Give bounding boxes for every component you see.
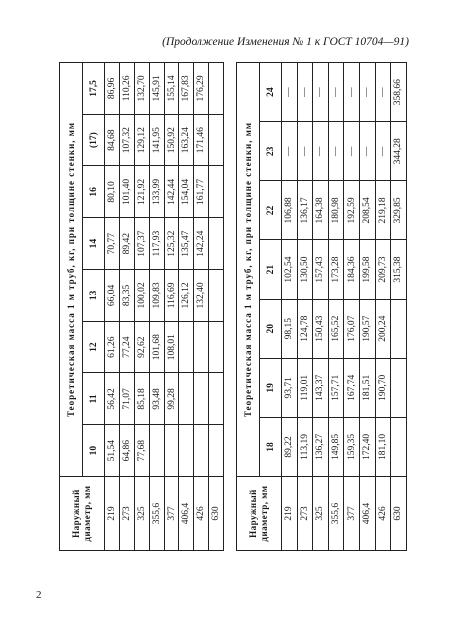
wall-thickness-header: 10: [83, 425, 105, 477]
mass-cell: 329,85: [391, 181, 407, 240]
mass-cell: 108,01: [164, 321, 179, 373]
mass-cell: [209, 114, 224, 166]
mass-cell: 171,46: [194, 114, 209, 166]
mass-cell: —: [297, 63, 313, 122]
wall-thickness-header: 21: [260, 240, 282, 299]
mass-cell: 121,92: [134, 166, 149, 218]
outer-diameter-cell: 630: [209, 477, 224, 551]
mass-cell: 86,96: [105, 62, 120, 114]
mass-cell: 135,47: [179, 218, 194, 270]
mass-cell: [209, 166, 224, 218]
mass-cell: [179, 425, 194, 477]
mass-cell: 124,78: [297, 299, 313, 358]
mass-cell: 164,38: [313, 181, 329, 240]
mass-cell: 61,26: [105, 321, 120, 373]
table-row: [344, 63, 360, 551]
mass-table-1-wrapper: [59, 63, 223, 551]
table-row: [164, 62, 179, 550]
mass-cell: 173,28: [328, 240, 344, 299]
mass-cell: 125,32: [164, 218, 179, 270]
mass-cell: 130,50: [297, 240, 313, 299]
outer-diameter-cell: 426: [375, 477, 391, 551]
mass-cell: 136,27: [313, 417, 329, 476]
wall-thickness-header: 17,5: [83, 62, 105, 114]
mass-cell: 107,32: [119, 114, 134, 166]
mass-cell: —: [282, 63, 298, 122]
mass-cell: 64,86: [119, 425, 134, 477]
outer-diameter-cell: 325: [134, 477, 149, 551]
mass-cell: 101,68: [149, 321, 164, 373]
table-row: [328, 63, 344, 551]
table-row: [105, 62, 120, 550]
wall-thickness-header: (17): [83, 114, 105, 166]
mass-cell: 126,12: [179, 270, 194, 322]
wall-thickness-header: 19: [260, 358, 282, 417]
mass-cell: —: [359, 122, 375, 181]
header-row: [237, 63, 260, 551]
mass-cell: 100,02: [134, 270, 149, 322]
wall-thickness-header: 20: [260, 299, 282, 358]
mass-cell: —: [328, 122, 344, 181]
mass-cell: 159,35: [344, 417, 360, 476]
outer-diameter-header: Наружный диаметр, мм: [237, 477, 282, 551]
table-row: [282, 63, 298, 551]
wall-thickness-header: 22: [260, 181, 282, 240]
mass-cell: [391, 358, 407, 417]
mass-cell: —: [282, 122, 298, 181]
mass-cell: 92,62: [134, 321, 149, 373]
outer-diameter-cell: 406,4: [179, 477, 194, 551]
mass-cell: 199,58: [359, 240, 375, 299]
mass-cell: 106,88: [282, 181, 298, 240]
mass-cell: 157,71: [328, 358, 344, 417]
mass-cell: [391, 417, 407, 476]
mass-cell: 117,93: [149, 218, 164, 270]
outer-diameter-cell: 406,4: [359, 477, 375, 551]
mass-cell: [209, 373, 224, 425]
outer-diameter-cell: 377: [164, 477, 179, 551]
mass-cell: 142,44: [164, 166, 179, 218]
mass-cell: —: [375, 122, 391, 181]
outer-diameter-cell: 426: [194, 477, 209, 551]
outer-diameter-header: Наружный диаметр, мм: [60, 477, 105, 551]
wall-thickness-header: 11: [83, 373, 105, 425]
mass-cell: 172,40: [359, 417, 375, 476]
mass-cell: —: [375, 63, 391, 122]
outer-diameter-cell: 630: [391, 477, 407, 551]
outer-diameter-cell: 219: [282, 477, 298, 551]
header-row: [60, 62, 83, 550]
mass-cell: 56,42: [105, 373, 120, 425]
mass-cell: 190,57: [359, 299, 375, 358]
mass-cell: 102,54: [282, 240, 298, 299]
wall-thickness-header: 16: [83, 166, 105, 218]
mass-cell: —: [344, 63, 360, 122]
outer-diameter-cell: 325: [313, 477, 329, 551]
mass-cell: 66,04: [105, 270, 120, 322]
mass-cell: 136,17: [297, 181, 313, 240]
mass-cell: 83,35: [119, 270, 134, 322]
mass-cell: 192,59: [344, 181, 360, 240]
table-row: [179, 62, 194, 550]
mass-cell: —: [359, 63, 375, 122]
outer-diameter-cell: 377: [344, 477, 360, 551]
mass-cell: [194, 373, 209, 425]
wall-thickness-header: 14: [83, 218, 105, 270]
mass-cell: 77,24: [119, 321, 134, 373]
mass-cell: 209,73: [375, 240, 391, 299]
mass-cell: [209, 270, 224, 322]
mass-cell: —: [344, 122, 360, 181]
mass-table-2-wrapper: [236, 63, 406, 551]
outer-diameter-cell: 219: [105, 477, 120, 551]
mass-cell: 109,83: [149, 270, 164, 322]
mass-cell: 176,07: [344, 299, 360, 358]
mass-cell: 141,95: [149, 114, 164, 166]
mass-cell: 132,70: [134, 62, 149, 114]
mass-cell: [164, 425, 179, 477]
wall-thickness-header: 12: [83, 321, 105, 373]
outer-diameter-cell: 355,6: [149, 477, 164, 551]
mass-cell: 154,04: [179, 166, 194, 218]
mass-cell: 98,15: [282, 299, 298, 358]
mass-cell: 181,51: [359, 358, 375, 417]
mass-cell: 116,69: [164, 270, 179, 322]
mass-cell: 85,18: [134, 373, 149, 425]
mass-cell: 184,36: [344, 240, 360, 299]
mass-cell: [179, 373, 194, 425]
mass-cell: 150,92: [164, 114, 179, 166]
mass-cell: 180,98: [328, 181, 344, 240]
mass-cell: 51,54: [105, 425, 120, 477]
mass-cell: 155,14: [164, 62, 179, 114]
table-row: [119, 62, 134, 550]
mass-cell: 70,77: [105, 218, 120, 270]
mass-cell: 145,91: [149, 62, 164, 114]
wall-thickness-header: 13: [83, 270, 105, 322]
table-row: [313, 63, 329, 551]
mass-cell: [179, 321, 194, 373]
theoretical-mass-header: Теоретическая масса 1 м труб, кг, при толщине стенки, мм: [60, 62, 83, 476]
mass-cell: 110,26: [119, 62, 134, 114]
mass-cell: 89,22: [282, 417, 298, 476]
mass-cell: 190,70: [375, 358, 391, 417]
mass-cell: [149, 425, 164, 477]
mass-cell: 167,74: [344, 358, 360, 417]
mass-cell: 93,71: [282, 358, 298, 417]
mass-table-2: [236, 62, 407, 551]
outer-diameter-cell: 273: [297, 477, 313, 551]
page-number: 2: [36, 589, 42, 601]
outer-diameter-cell: 355,6: [328, 477, 344, 551]
mass-cell: 200,24: [375, 299, 391, 358]
mass-cell: [194, 321, 209, 373]
mass-cell: [209, 218, 224, 270]
mass-cell: 99,28: [164, 373, 179, 425]
wall-thickness-header: 18: [260, 417, 282, 476]
table-row: [149, 62, 164, 550]
mass-cell: —: [297, 122, 313, 181]
mass-cell: 101,40: [119, 166, 134, 218]
mass-cell: [209, 321, 224, 373]
outer-diameter-cell: 273: [119, 477, 134, 551]
continuation-header: (Продолжение Изменения № 1 к ГОСТ 10704—91): [162, 36, 409, 48]
mass-cell: 163,24: [179, 114, 194, 166]
mass-cell: 133,99: [149, 166, 164, 218]
wall-thickness-header: 23: [260, 122, 282, 181]
mass-cell: 176,29: [194, 62, 209, 114]
mass-cell: 89,42: [119, 218, 134, 270]
mass-cell: 219,18: [375, 181, 391, 240]
mass-cell: 181,10: [375, 417, 391, 476]
mass-cell: 161,77: [194, 166, 209, 218]
mass-cell: 150,43: [313, 299, 329, 358]
table-row: [391, 63, 407, 551]
mass-cell: 80,10: [105, 166, 120, 218]
mass-cell: 157,43: [313, 240, 329, 299]
mass-cell: 107,37: [134, 218, 149, 270]
table-row: [297, 63, 313, 551]
mass-cell: 149,85: [328, 417, 344, 476]
mass-cell: 132,40: [194, 270, 209, 322]
table-row: [359, 63, 375, 551]
table-row: [375, 63, 391, 551]
mass-cell: 315,38: [391, 240, 407, 299]
table-row: [134, 62, 149, 550]
mass-cell: 84,68: [105, 114, 120, 166]
wall-thickness-header: 24: [260, 63, 282, 122]
table-row: [209, 62, 224, 550]
mass-cell: [391, 299, 407, 358]
mass-cell: 143,37: [313, 358, 329, 417]
mass-cell: 208,54: [359, 181, 375, 240]
mass-cell: 71,07: [119, 373, 134, 425]
mass-cell: [209, 425, 224, 477]
mass-cell: 358,66: [391, 63, 407, 122]
theoretical-mass-header: Теоретическая масса 1 м труб, кг, при толщине стенки, мм: [237, 63, 260, 477]
mass-cell: 119,01: [297, 358, 313, 417]
mass-cell: 113,19: [297, 417, 313, 476]
mass-cell: 93,48: [149, 373, 164, 425]
mass-cell: —: [313, 122, 329, 181]
mass-cell: 165,52: [328, 299, 344, 358]
mass-cell: 77,68: [134, 425, 149, 477]
mass-cell: 129,12: [134, 114, 149, 166]
mass-cell: 167,83: [179, 62, 194, 114]
table-row: [194, 62, 209, 550]
mass-cell: 142,24: [194, 218, 209, 270]
mass-cell: [209, 62, 224, 114]
mass-cell: —: [328, 63, 344, 122]
mass-table-1: [59, 62, 224, 551]
mass-cell: 344,28: [391, 122, 407, 181]
mass-cell: [194, 425, 209, 477]
mass-cell: —: [313, 63, 329, 122]
